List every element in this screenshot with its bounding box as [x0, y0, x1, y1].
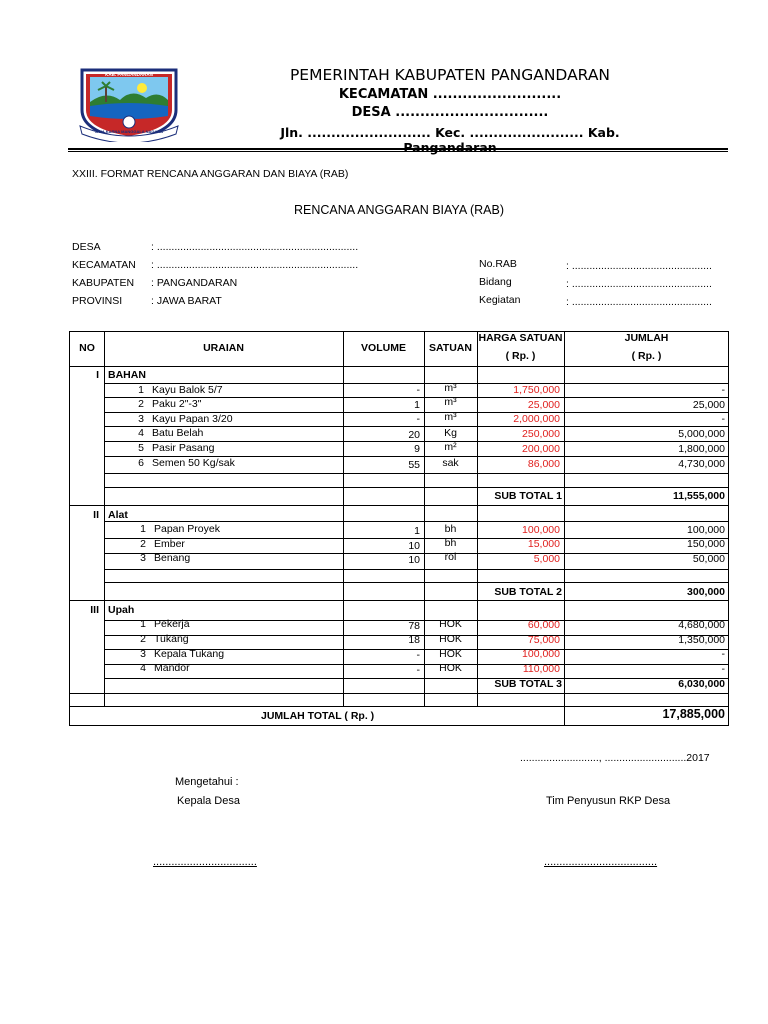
section-roman: I	[96, 369, 99, 381]
item-price: 5,000	[533, 553, 560, 565]
address-line: Jln. .......................... Kec. ........................ Kab. Pangandaran	[280, 125, 620, 155]
item-volume: -	[416, 664, 420, 676]
item-no: 6	[138, 457, 144, 469]
item-no: 2	[140, 538, 146, 550]
subtotal-1-label: SUB TOTAL 1	[494, 490, 562, 502]
item-total: 50,000	[692, 553, 725, 565]
item-price: 15,000	[527, 538, 560, 550]
info-kecamatan-label: KECAMATAN	[72, 259, 136, 271]
col-header-volume: VOLUME	[361, 342, 406, 354]
info-norab-label: No.RAB	[479, 258, 517, 270]
regency-logo	[76, 66, 182, 142]
item-unit: Kg	[444, 427, 457, 439]
item-price: 1,750,000	[513, 384, 560, 396]
info-kecamatan-value: : .....................................................................	[151, 259, 359, 271]
item-name: Papan Proyek	[154, 523, 220, 535]
info-kabupaten-label: KABUPATEN	[72, 277, 135, 289]
item-no: 5	[138, 442, 144, 454]
government-title: PEMERINTAH KABUPATEN PANGANDARAN	[289, 66, 611, 84]
info-bidang-label: Bidang	[479, 276, 512, 288]
item-total: 4,730,000	[678, 458, 725, 470]
logo-motto-text: JAYA KARNA MANGGALA NAGARA	[94, 129, 164, 134]
col-header-no: NO	[79, 342, 95, 354]
info-kabupaten-value: : PANGANDARAN	[151, 277, 238, 289]
kepala-desa-title: Kepala Desa	[177, 795, 240, 807]
tim-penyusun-signature-line: .....................................	[544, 856, 658, 868]
item-no: 1	[140, 523, 146, 535]
item-total: 150,000	[687, 538, 725, 550]
document-title: RENCANA ANGGARAN BIAYA (RAB)	[293, 203, 504, 217]
item-total: 100,000	[687, 524, 725, 536]
item-name: Semen 50 Kg/sak	[152, 457, 235, 469]
item-volume: 1	[414, 525, 420, 537]
item-volume: -	[416, 384, 420, 396]
info-provinsi-value: : JAWA BARAT	[151, 295, 222, 307]
item-unit: HOK	[439, 633, 462, 645]
desa-line: DESA ...............................	[351, 105, 549, 120]
header-bottom-line	[70, 366, 729, 367]
item-name: Pasir Pasang	[152, 442, 215, 454]
item-name: Paku 2"-3"	[152, 398, 202, 410]
item-price: 100,000	[522, 524, 560, 536]
item-total: -	[721, 413, 725, 425]
item-name: Kayu Balok 5/7	[152, 384, 223, 396]
grand-total-value: 17,885,000	[662, 707, 725, 721]
kecamatan-line: KECAMATAN ..........................	[338, 87, 562, 102]
section-title-alat: Alat	[108, 509, 128, 521]
item-no: 1	[140, 618, 146, 630]
item-name: Mandor	[154, 662, 190, 674]
item-no: 1	[138, 384, 144, 396]
info-desa-label: DESA	[72, 241, 101, 253]
item-total: 5,000,000	[678, 428, 725, 440]
item-unit: bh	[444, 537, 457, 549]
item-total: 1,350,000	[678, 634, 725, 646]
sec2-title-line	[104, 521, 729, 522]
item-total: -	[721, 663, 725, 675]
item-no: 3	[138, 413, 144, 425]
item-volume: 18	[408, 634, 420, 646]
subtotal-1-line	[70, 505, 729, 506]
row-line	[104, 582, 729, 583]
info-kegiatan-label: Kegiatan	[479, 294, 521, 306]
item-volume: -	[416, 649, 420, 661]
item-volume: 9	[414, 443, 420, 455]
item-no: 4	[138, 427, 144, 439]
item-total: -	[721, 384, 725, 396]
subtotal-3-value: 6,030,000	[678, 678, 725, 690]
item-no: 2	[140, 633, 146, 645]
row-line	[104, 473, 729, 474]
item-unit: HOK	[439, 618, 462, 630]
item-volume: 10	[408, 540, 420, 552]
item-unit: rol	[444, 551, 457, 563]
item-volume: 55	[408, 459, 420, 471]
item-price: 110,000	[522, 663, 560, 675]
item-name: Kepala Tukang	[154, 648, 225, 660]
col-header-jumlah-unit: ( Rp. )	[631, 350, 662, 362]
item-price: 60,000	[527, 619, 560, 631]
header-divider-thin	[68, 151, 728, 152]
item-unit: bh	[444, 523, 457, 535]
item-price: 86,000	[527, 458, 560, 470]
section-roman: II	[93, 509, 99, 521]
col-header-harga-unit: ( Rp. )	[505, 350, 536, 362]
section-roman: III	[90, 604, 99, 616]
item-volume: -	[416, 413, 420, 425]
item-volume: 10	[408, 554, 420, 566]
item-volume: 1	[414, 399, 420, 411]
info-kegiatan-value: : ................................................	[566, 296, 712, 308]
item-name: Tukang	[154, 633, 189, 645]
date-line: ..........................., ............................2017	[520, 752, 710, 764]
header-divider-thick	[68, 148, 728, 150]
info-norab-value: : ................................................	[566, 260, 712, 272]
section-title-bahan: BAHAN	[108, 369, 146, 381]
item-no: 4	[140, 662, 146, 674]
item-unit: sak	[442, 457, 459, 469]
col-header-jumlah: JUMLAH	[624, 332, 669, 344]
subtotal-3-line	[70, 693, 729, 694]
col-header-satuan: SATUAN	[429, 342, 472, 354]
item-total: -	[721, 648, 725, 660]
item-name: Pekerja	[154, 618, 190, 630]
item-no: 3	[140, 552, 146, 564]
mengetahui-label: Mengetahui :	[175, 776, 239, 788]
item-no: 2	[138, 398, 144, 410]
section-title: XXIII. FORMAT RENCANA ANGGARAN DAN BIAYA (RAB)	[72, 168, 349, 180]
section-title-upah: Upah	[108, 604, 135, 616]
subtotal-2-label: SUB TOTAL 2	[494, 586, 562, 598]
subtotal-1-value: 11,555,000	[673, 490, 725, 502]
subtotal-3-label: SUB TOTAL 3	[494, 678, 562, 690]
item-price: 25,000	[527, 399, 560, 411]
info-desa-value: : .....................................................................	[151, 241, 359, 253]
kepala-desa-signature-line: ..................................	[153, 856, 257, 868]
item-total: 25,000	[692, 399, 725, 411]
logo-top-text: KAB. PANGANDARAN	[105, 72, 153, 77]
grand-total-label: JUMLAH TOTAL ( Rp. )	[261, 710, 375, 722]
row-line	[104, 569, 729, 570]
item-name: Ember	[154, 538, 185, 550]
item-name: Benang	[154, 552, 191, 564]
tim-penyusun-title: Tim Penyusun RKP Desa	[546, 795, 671, 807]
item-total: 4,680,000	[678, 619, 725, 631]
item-no: 3	[140, 648, 146, 660]
rab-table	[69, 331, 729, 726]
item-unit: m³	[444, 382, 457, 394]
item-total: 1,800,000	[678, 443, 725, 455]
item-unit: m³	[444, 411, 457, 423]
row-line	[104, 487, 729, 488]
info-provinsi-label: PROVINSI	[72, 295, 123, 307]
item-price: 100,000	[522, 648, 560, 660]
item-unit: m²	[444, 441, 457, 453]
item-name: Kayu Papan 3/20	[152, 413, 233, 425]
item-unit: HOK	[439, 662, 462, 674]
item-price: 75,000	[527, 634, 560, 646]
subtotal-2-value: 300,000	[687, 586, 725, 598]
item-price: 2,000,000	[513, 413, 560, 425]
item-price: 250,000	[522, 428, 560, 440]
item-unit: HOK	[439, 648, 462, 660]
info-bidang-value: : ................................................	[566, 278, 712, 290]
item-volume: 78	[408, 620, 420, 632]
total-top-line	[70, 706, 729, 707]
col-header-uraian: URAIAN	[203, 342, 244, 354]
item-price: 200,000	[522, 443, 560, 455]
item-name: Batu Belah	[152, 427, 204, 439]
item-unit: m³	[444, 396, 457, 408]
col-header-harga: HARGA SATUAN	[478, 332, 563, 344]
item-volume: 20	[408, 429, 420, 441]
subtotal-2-line	[70, 600, 729, 601]
